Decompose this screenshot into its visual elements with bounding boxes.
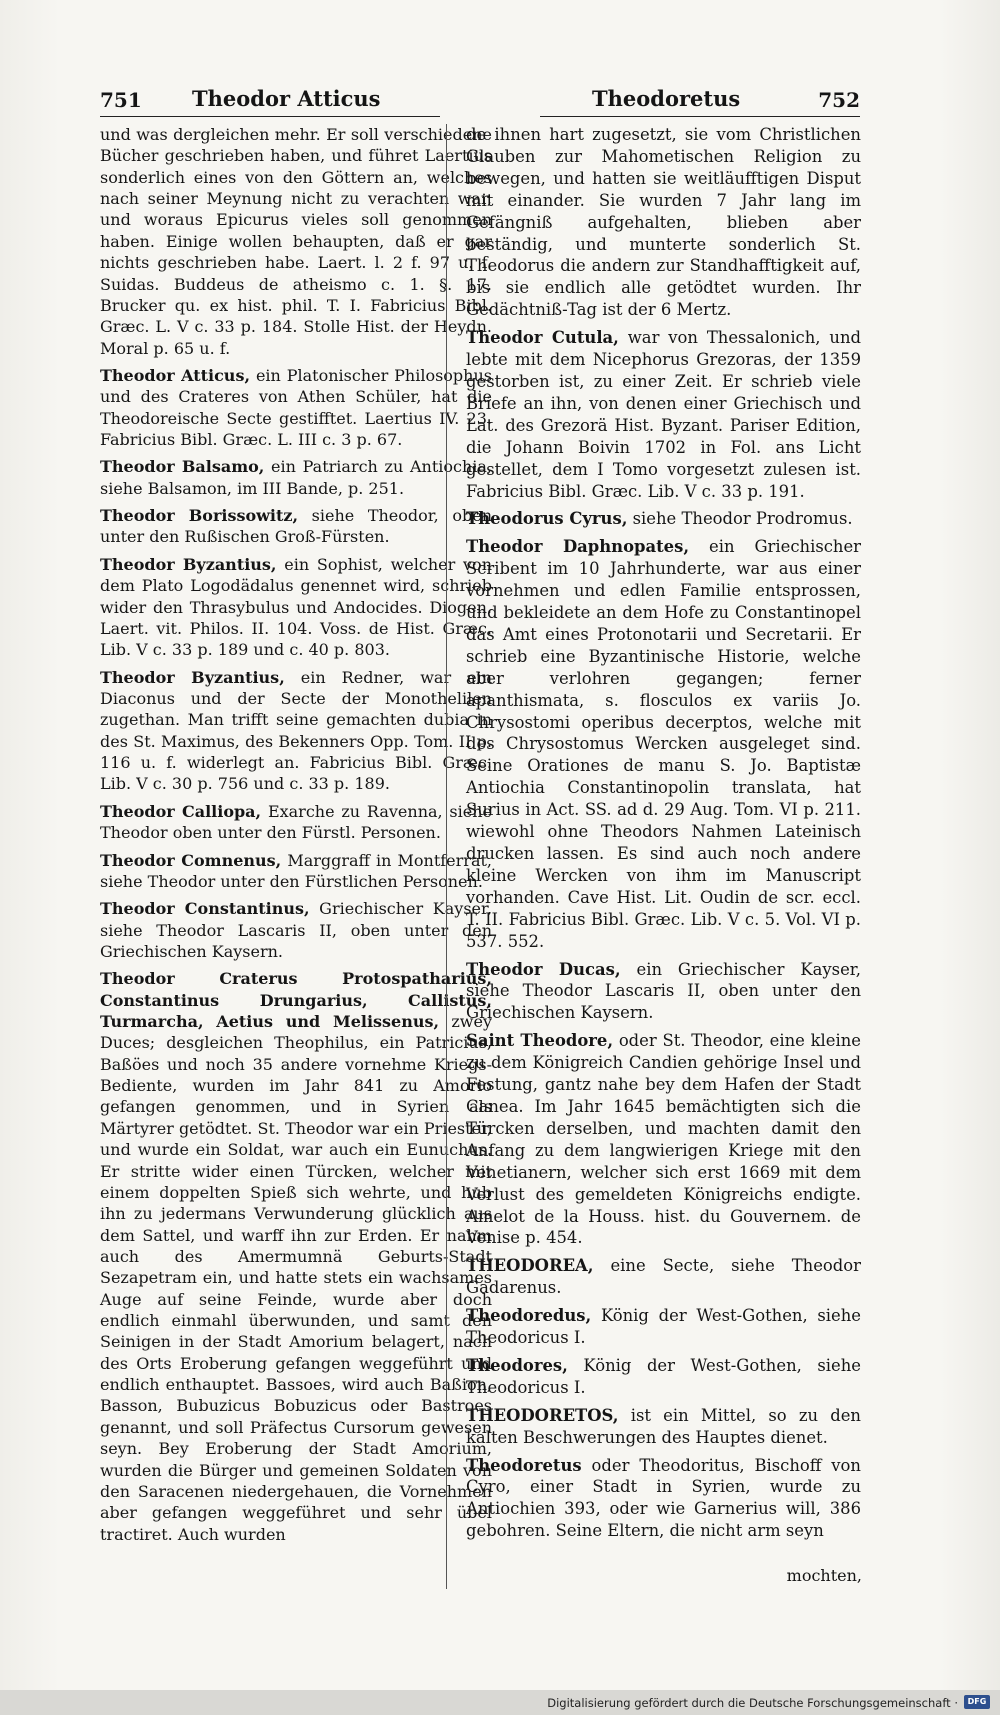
dictionary-entry — [100, 801, 492, 844]
dictionary-entry — [466, 1030, 861, 1249]
entry-text: ein Patriarch zu Antiochia, siehe Balsamon, im III Bande, p. 251. — [100, 457, 493, 498]
entry-headword: THEODORETOS, — [466, 1405, 619, 1425]
dictionary-entry — [100, 968, 492, 1545]
entry-text: Griechischer Kayser, siehe Theodor Lascaris II, oben unter den Griechischen Kaysern. — [100, 899, 492, 961]
dictionary-entry — [466, 1405, 861, 1449]
entry-headword: Saint Theodore, — [466, 1031, 614, 1051]
dictionary-entry — [466, 959, 861, 1025]
dictionary-entry — [100, 505, 492, 548]
header-rule-right — [540, 116, 860, 117]
dictionary-entry — [100, 667, 492, 795]
column-divider — [446, 124, 447, 1589]
entry-headword: Theodorus Cyrus, — [466, 509, 628, 529]
entry-headword: Theodor Constantinus, — [100, 899, 310, 919]
entry-headword: Theodor Byzantius, — [100, 667, 285, 687]
entry-text: ein Platonischer Philosophus und des Crateres von Athen Schüler, hat die Theodoreische Secte gestifftet. Laertius IV. 23. Fabricius Bibl. Græc. L. III c. 3 p. 67. — [100, 365, 492, 450]
entry-headword: Theodores, — [466, 1355, 568, 1375]
dictionary-entry — [466, 508, 861, 530]
dictionary-entry — [466, 1255, 861, 1299]
entry-headword: Theodoredus, — [466, 1306, 592, 1326]
entry-text: König der West-Gothen, siehe Theodoricus I. — [466, 1306, 861, 1348]
dictionary-entry — [100, 850, 492, 893]
entry-text: Marggraff in Montferrat, siehe Theodor unter den Fürstlichen Personen. — [100, 850, 492, 891]
entry-text: eine Secte, siehe Theodor Gadarenus. — [466, 1256, 861, 1298]
entry-headword: THEODOREA, — [466, 1256, 594, 1276]
running-title-left: Theodor Atticus — [192, 86, 381, 111]
entry-text: siehe Theodor Prodromus. — [627, 509, 853, 529]
dictionary-entry — [100, 456, 492, 499]
entry-text: und was dergleichen mehr. Er soll verschiedene Bücher geschrieben haben, und führet Laertius sonderlich eines von den Göttern an, welches nach seiner Meynung nicht zu verachten war, und woraus Epicurus vieles soll genommen haben. Einige wollen behaupten, daß er gar nichts geschrieben habe. Laert. l. 2 f. 97 u. f. Suidas. Buddeus de atheismo c. 1. §. 17. Brucker qu. ex hist. phil. T. I. Fabricius Bibl. Græc. L. V c. 33 p. 184. Stolle Hist. der Heydn. Moral p. 65 u. f. — [100, 125, 492, 358]
entry-text: ist ein Mittel, so zu den kalten Beschwerungen des Hauptes dienet. — [466, 1405, 861, 1447]
entry-headword: Theodor Daphnopates, — [466, 537, 690, 557]
dictionary-entry — [100, 898, 492, 962]
entry-headword: Theodor Atticus, — [100, 365, 251, 385]
entry-text: oder Theodoritus, Bischoff von Cyro, einer Stadt in Syrien, wurde zu Antiochien 393, oder wie Garnerius will, 386 gebohren. Seine Eltern, die nicht arm seyn — [466, 1455, 861, 1541]
dictionary-entry — [466, 536, 861, 952]
dictionary-entry — [466, 1305, 861, 1349]
entry-headword: Theodor Borissowitz, — [100, 506, 299, 526]
entry-text: zwey Duces; desgleichen Theophilus, ein Patricius, Baßöes und noch 35 andere vornehme Kriegs-Bediente, wurden im Jahr 841 zu Amorio gefangen genommen, und in Syrien als Märtyrer getödtet. St. Theodor war ein Priester, und wurde ein Soldat, war auch ein Eunuchus. Er stritte wider einen Türcken, welcher mit einem doppelten Spieß sich wehrte, und hub ihn zu jedermans Verwunderung glücklich aus dem Sattel, und warff ihn zur Erden. Er nahm auch des Amermumnä Geburts-Stadt Sezapetram ein, und hatte stets ein wachsames Auge auf seine Feinde, wurde aber doch endlich einmahl überwunden, und samt den Seinigen in der Stadt Amorium belagert, nach des Orts Eroberung gefangen weggeführt und endlich enthauptet. Bassoes, wird auch Baßion, Basson, Bubuzicus Bobuzicus oder Bastroes genannt, und soll Präfectus Cursorum gewesen seyn. Bey Eroberung der Stadt Amorium, wurden die Bürger und gemeinen Soldaten von den Saracenen niedergehauen, die Vornehmen aber gefangen weggeführet und sehr übel tractiret. Auch wurden — [100, 1012, 492, 1544]
catchword: mochten, — [786, 1566, 862, 1585]
header-rule-left — [100, 116, 440, 117]
footer-credit: Digitalisierung gefördert durch die Deutsche Forschungsgemeinschaft · — [547, 1696, 958, 1710]
page-number-left: 751 — [100, 88, 142, 112]
entry-headword: Theodor Byzantius, — [100, 554, 277, 574]
entry-text: ein Redner, war ein Diaconus und der Secte der Monothelilen zugethan. Man trifft seine gemachten dubia in des St. Maximus, des Bekenners Opp. Tom. II p. 116 u. f. widerlegt an. Fabricius Bibl. Græc. Lib. V c. 30 p. 756 und c. 33 p. 189. — [100, 667, 492, 794]
dictionary-entry — [466, 1455, 861, 1543]
footer-bar — [0, 1690, 1000, 1715]
dictionary-entry — [100, 124, 492, 359]
entry-headword: Theodor Comnenus, — [100, 850, 282, 870]
entry-text: ein Sophist, welcher von dem Plato Logodädalus genennet wird, schrieb wider den Thrasybulus und Andocides. Diogen. Laert. vit. Philos. II. 104. Voss. de Hist. Græc. Lib. V c. 33 p. 189 und c. 40 p. 803. — [100, 554, 492, 660]
entry-text: siehe Theodor, oben unter den Rußischen Groß-Fürsten. — [100, 506, 493, 547]
page-number-right: 752 — [818, 88, 860, 112]
dictionary-entry — [466, 327, 861, 502]
entry-headword: Theodoretus — [466, 1455, 582, 1475]
entry-text: war von Thessalonich, und lebte mit dem Nicephorus Grezoras, der 1359 gestorben ist, zu einer Zeit. Er schrieb viele Briefe an ihn, von denen einer Griechisch und Lat. des Grezorä Hist. Byzant. Pariser Edition, die Johann Boivin 1702 in Fol. ans Licht gestellet, dem I Tomo vorgesetzt zulesen ist. Fabricius Bibl. Græc. Lib. V c. 33 p. 191. — [466, 328, 861, 501]
entry-headword: Theodor Balsamo, — [100, 457, 265, 477]
entry-headword: Theodor Cutula, — [466, 328, 619, 348]
dictionary-entry — [100, 365, 492, 450]
entry-text: ein Griechischer Scribent im 10 Jahrhunderte, war aus einer vornehmen und edlen Familie entsprossen, und bekleidete an dem Hofe zu Constantinopel das Amt eines Protonotarii und Secretarii. Er schrieb eine Byzantinische Historie, welche aber verlohren gegangen; ferner apanthismata, s. flosculos ex variis Jo. Chrysostomi operibus decerptos, welche mit des Chrysostomus Wercken ausgeleget sind. Seine Orationes de manu S. Jo. Baptistæ Antiochia Constantinopolin translata, hat Surius in Act. SS. ad d. 29 Aug. Tom. VI p. 211. wiewohl ohne Theodors Nahmen Lateinisch drucken lassen. Es sind auch noch andere kleine Wercken von ihm im Manuscript vorhanden. Cave Hist. Lit. Oudin de scr. eccl. T. II. Fabricius Bibl. Græc. Lib. V c. 5. Vol. VI p. 537. 552. — [466, 537, 861, 951]
dfg-logo: DFG — [964, 1695, 990, 1709]
entry-headword: Theodor Calliopa, — [100, 801, 262, 821]
entry-text: de ihnen hart zugesetzt, sie vom Christlichen Glauben zur Mahometischen Religion zu bewegen, und hatten sie weitläufftigen Disput mit einander. Sie wurden 7 Jahr lang im Gefängniß aufgehalten, blieben aber beständig, und munterte sonderlich St. Theodorus die andern zur Standhafftigkeit auf, bis sie endlich alle getödtet wurden. Ihr Gedächtniß-Tag ist der 6 Mertz. — [466, 125, 861, 320]
running-header — [100, 80, 860, 120]
entry-text: oder St. Theodor, eine kleine zu dem Königreich Candien gehörige Insel und Festung, gantz nahe bey dem Hafen der Stadt Canea. Im Jahr 1645 bemächtigten sich die Türcken derselben, und machten damit den Anfang zu dem langwierigen Kriege mit den Venetianern, welcher sich erst 1669 mit dem Verlust des gemeldeten Königreichs endigte. Amelot de la Houss. hist. du Gouvernem. de Venise p. 454. — [466, 1031, 861, 1248]
entry-text: ein Griechischer Kayser, siehe Theodor Lascaris II, oben unter den Griechischen Kaysern. — [466, 959, 862, 1023]
right-column — [466, 124, 861, 1548]
entry-headword: Theodor Craterus Protospatharius, Constantinus Drungarius, Callistus, Turmarcha, Aetius und Melissenus, — [100, 969, 492, 1032]
dictionary-entry — [100, 554, 492, 661]
running-title-right: Theodoretus — [592, 86, 741, 111]
entry-text: König der West-Gothen, siehe Theodoricus I. — [466, 1355, 861, 1397]
entry-text: Exarche zu Ravenna, siehe Theodor oben unter den Fürstl. Personen. — [100, 801, 493, 843]
dictionary-entry — [466, 124, 861, 321]
entry-headword: Theodor Ducas, — [466, 959, 621, 979]
left-column — [100, 124, 492, 1551]
dictionary-entry — [466, 1355, 861, 1399]
